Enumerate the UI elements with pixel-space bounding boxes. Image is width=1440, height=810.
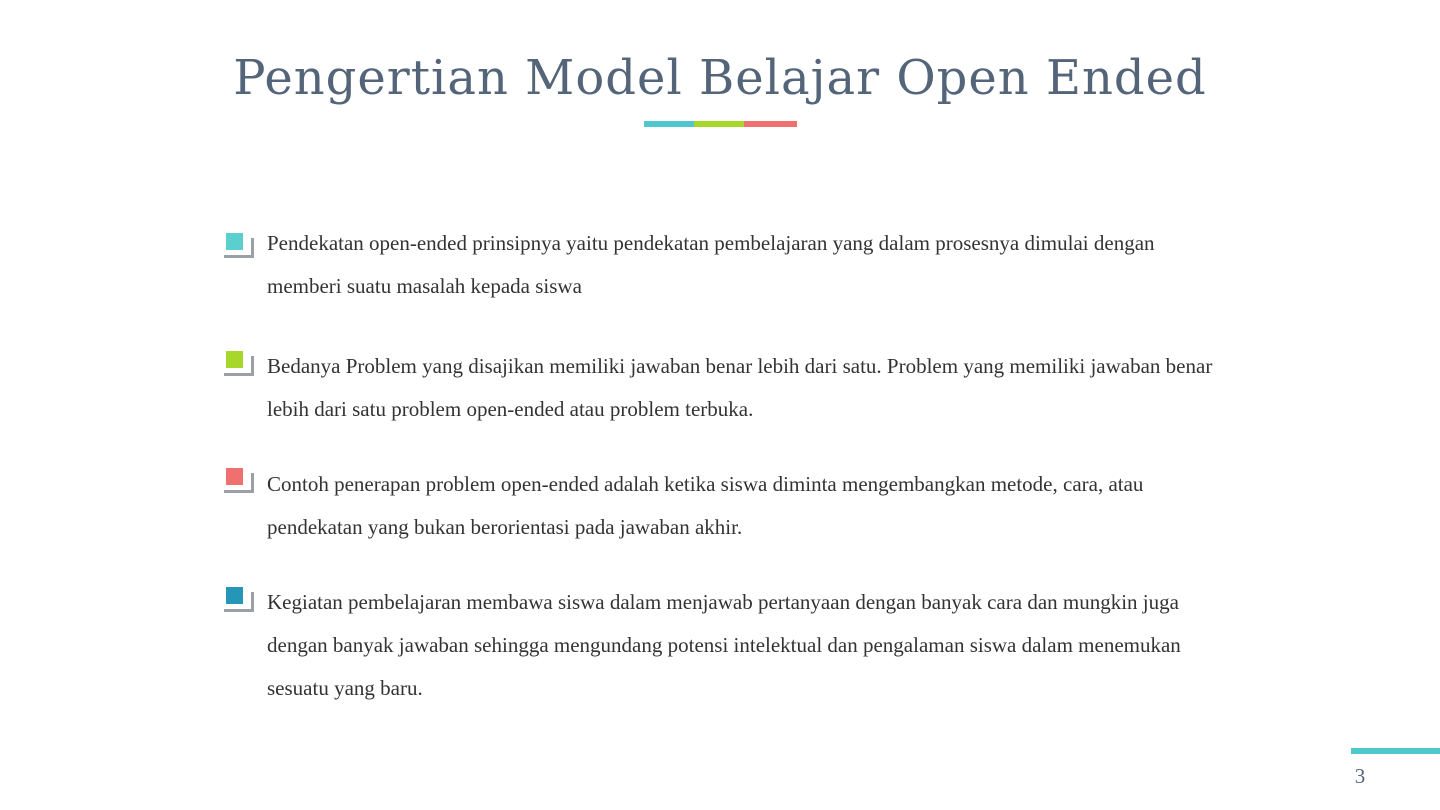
- square-bullet-icon: [222, 346, 256, 378]
- square-bullet-icon: [222, 582, 256, 614]
- slide-title: Pengertian Model Belajar Open Ended: [233, 50, 1207, 106]
- bullet-text: Pendekatan open-ended prinsipnya yaitu pendekatan pembelajaran yang dalam prosesnya dimulai dengan memberi suatu masalah kepada siswa: [267, 231, 1155, 298]
- square-bullet-icon: [222, 463, 256, 495]
- footer-accent-bar: [1351, 748, 1440, 754]
- bullet-text: Kegiatan pembelajaran membawa siswa dalam menjawab pertanyaan dengan banyak cara dan mungkin juga dengan banyak jawaban sehingga mengundang potensi intelektual dan pengalaman siswa dalam menemukan sesuatu yang baru.: [267, 590, 1181, 700]
- page-number: 3: [1354, 764, 1366, 788]
- bullet-text: Contoh penerapan problem open-ended adalah ketika siswa diminta mengembangkan metode, cara, atau pendekatan yang bukan berorientasi pada jawaban akhir.: [267, 472, 1144, 539]
- square-bullet-icon: [222, 228, 256, 260]
- bullet-text: Bedanya Problem yang disajikan memiliki jawaban benar lebih dari satu. Problem yang memiliki jawaban benar lebih dari satu problem open-ended atau problem terbuka.: [267, 354, 1213, 421]
